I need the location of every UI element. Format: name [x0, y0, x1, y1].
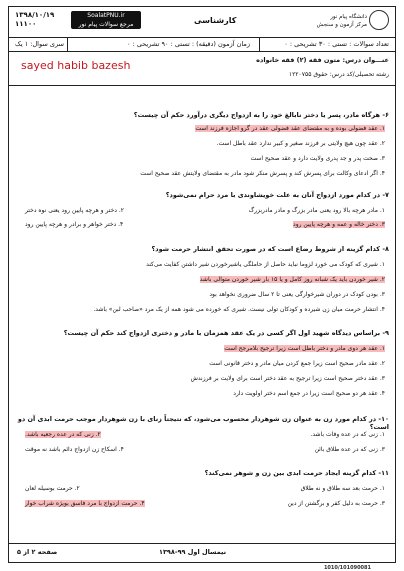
option-9-2: ۲. عقد مادر صحیح است زیرا جمع کردن میان مادر و دختر قانونی است [209, 360, 385, 367]
exam-page [8, 6, 396, 571]
option-11-1: ۱. حرمت بعد سه طلاق و نه طلاق [300, 485, 385, 492]
question-6: ۶- هرگاه مادر، پسر یا دختر نابالغ خود را به ازدواج دیگری درآورد حکم آن چیست؟ [133, 111, 389, 119]
questions-body [13, 87, 391, 543]
option-6-1: ۱. عقد فضولی بوده و به مقتضای عقد فضولی عقد در گرو اجازه فرزند است [195, 125, 385, 132]
course-row [9, 51, 395, 86]
watermark-logo: SoalatPNU.ir مرجع سوالات پیام نور [71, 11, 141, 29]
option-8-3: ۳. بودن کودک در دوران شیرخوارگی یعنی تا ۲ سال ضروری نخواهد بود [209, 291, 385, 298]
option-9-4: ۴. عقد هر دو صحیح است زیرا در جمع اسم دختر اولویت دارد [233, 390, 385, 397]
course-field: رشته تحصیلی/کد درس: حقوق ۱۲۲۰۷۵۵ [288, 71, 389, 78]
option-7-1: ۱. مادر هرچه بالا رود یعنی مادر بزرگ و مادر مادربزرگ [248, 207, 385, 214]
option-10-2: ۲. زنی که در عده رجعیه باشد. [25, 431, 101, 438]
author-name: sayed habib bazesh [21, 59, 131, 72]
series-label: سری سوال: ۱ یک [15, 40, 64, 48]
option-10-1: ۱. زنی که در عده وفات باشد. [310, 431, 385, 438]
option-8-4: ۴. انتشار حرمت میان زن شیرده و کودکان تولی نیست. شیری که خورده می شود همه از یک مرد «صاحب لبن» باشد. [93, 306, 385, 313]
option-8-2: ۲. شیر خوردن باید یک شبانه روز کامل و یا ۱۵ بار شیر خوردن متوالی باشد [199, 276, 385, 283]
option-10-4: ۴. اسکاح زن ازدواج دائم باشد نه موقت [25, 446, 124, 453]
option-9-1: ۱. عقد هر دوی مادر و دختر باطل است زیرا ترجیح بلامرجح است [224, 345, 385, 352]
option-7-3: ۳. دختر خاله و عمه و هرچه پایین رود [293, 221, 385, 228]
question-10: ۱۰- در کدام مورد زن به عنوان زن شوهردار محسوب می‌شود، که نتیجتاً زنای با زن شوهردار موجب حرمت ابدی آن دو است؟ [17, 415, 389, 431]
seal-icon [369, 10, 389, 30]
option-9-3: ۳. عقد دختر صحیح است زیرا ترجیح به عقد دختر است برای ولایت بر فرزندش [190, 375, 385, 382]
exam-info-row [9, 37, 395, 52]
option-8-1: ۱. شیری که کودک می خورد لزوما نباید حاصل از حاملگی یاشیرخوردن شیر داشتن کفایت می‌کند [146, 261, 385, 268]
option-11-3: ۳. حرمت به دلیل کفر و برگشتن از دین [287, 500, 385, 507]
question-8: ۸- کدام گزینه از شروط رضاع است که در صورت تحقق انتشار حرمت شود؟ [151, 245, 389, 253]
exam-date: ۱۳۹۸/۱۰/۱۹ ۱۱۱۰۰ [15, 11, 55, 28]
university-logo: دانشگاه پیام نور مرکز آزمون و سنجش [299, 10, 389, 34]
option-6-3: ۳. صحت پدر و جد پدری ولایت دارد و عقد صحیح است [250, 155, 385, 162]
exam-header-top [9, 7, 395, 38]
term-label: نیمسال اول ۹۹-۱۳۹۸ [159, 548, 227, 556]
question-7: ۷- در کدام مورد ازدواج آنان به علت خویشاوندی با مرد حرام نمی‌شود؟ [165, 191, 389, 199]
option-11-4: ۴. حرمت ازدواج با مرد فاسق بویژه شراب خوار [25, 500, 145, 507]
serial-number: 1010/101090081 [323, 565, 371, 571]
option-6-2: ۲. عقد چون هیچ ولایتی بر فرزند صغیر و کبیر ندارد عقد باطل است. [216, 140, 385, 147]
question-11: ۱۱- کدام گزینه ایجاد حرمت ابدی بین زن و شوهر نمی‌کند؟ [204, 469, 389, 477]
page-number: صفحه ۲ از ۵ [17, 548, 58, 556]
time-label: زمان آزمون (دقیقه) : تستی : ۹۰ تشریحی : ۰ [127, 40, 251, 48]
sheet-title: کارشناسی [194, 16, 237, 25]
option-10-3: ۳. زنی که در عده طلاق بائن [314, 446, 385, 453]
option-11-2: ۲. حرمت بوسیله لعان [25, 485, 80, 492]
exam-footer [9, 543, 395, 571]
option-7-2: ۲. دختر و هرچه پایین رود یعنی نوه دختر [25, 207, 125, 214]
option-7-4: ۴. دختر خواهر و برادر و هرچه پایین رود [25, 221, 124, 228]
option-6-4: ۴. اگر ادعای وکالت برای پسرش کند و پسرش منکر شود مادر به مقتضای ولایتش عقد صحیح است [140, 170, 385, 177]
question-count: تعداد سوالات : تستی : ۳۰ تشریحی : ۰ [284, 40, 389, 48]
question-9: ۹- براساس دیدگاه شهید اول اگر کسی در یک عقد همزمان با مادر و دختری ازدواج کند حکم آن چیست؟ [63, 329, 389, 337]
course-title: عنـــوان درس: متون فقه (۲) فقه خانواده [256, 56, 389, 64]
